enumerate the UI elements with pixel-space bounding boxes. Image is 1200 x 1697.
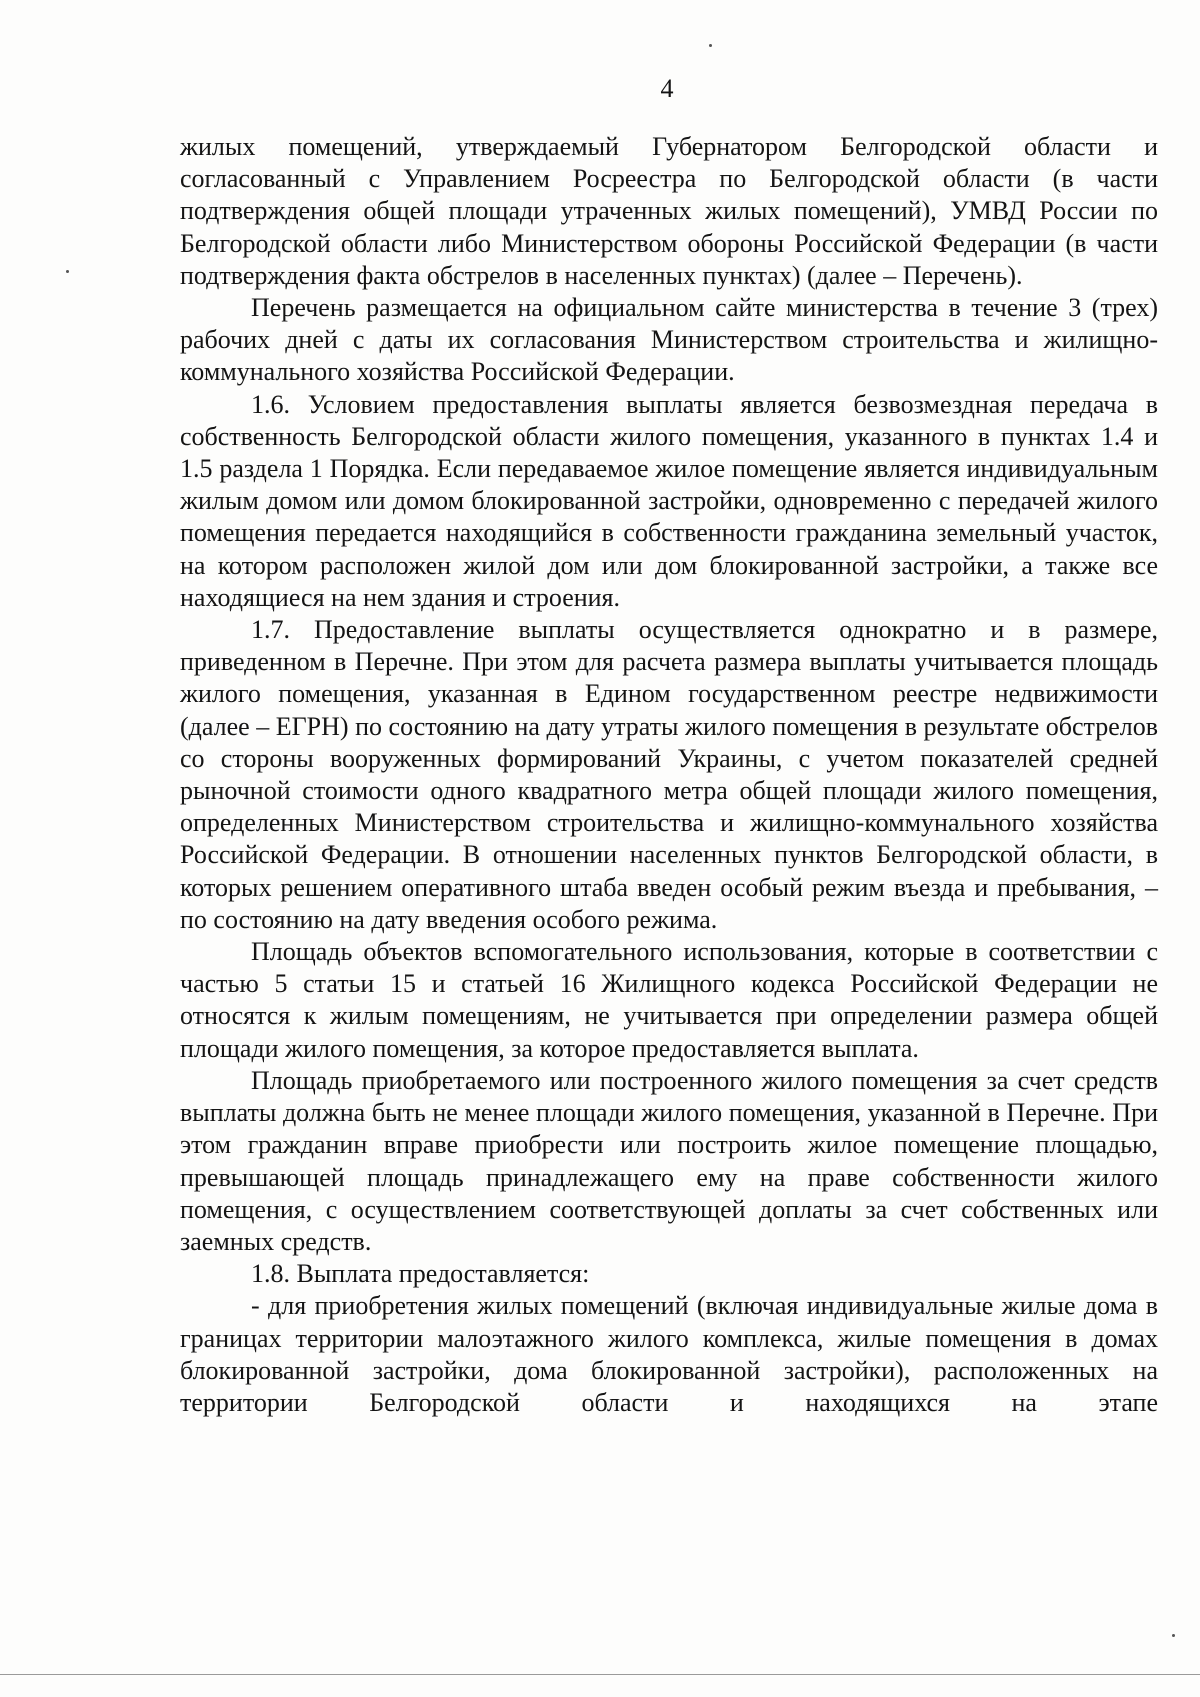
scan-speck	[1172, 1634, 1175, 1637]
page-number: 4	[660, 74, 674, 103]
paragraph-clause-1-8-item: - для приобретения жилых помещений (включая индивидуальные жилые дома в границах территории малоэтажного жилого комплекса, жилые помещения в домах блокированной застройки, дома блокированной застройки), расположенных на территории Белгородской области и находящихся на этапе	[180, 1291, 1158, 1417]
scan-speck	[709, 44, 712, 47]
paragraph-list-publication: Перечень размещается на официальном сайте министерства в течение 3 (трех) рабочих дней с даты их согласования Министерством строительства и жилищно-коммунального хозяйства Российской Федерации.	[180, 293, 1158, 387]
paragraph-list-continuation: жилых помещений, утверждаемый Губернатором Белгородской области и согласованный с Управлением Росреестра по Белгородской области (в части подтверждения общей площади утраченных жилых помещений), УМВД России по Белгородской области либо Министерством обороны Российской Федерации (в части подтверждения факта обстрелов в населенных пунктах) (далее – Перечень).	[180, 132, 1158, 290]
scan-edge-line	[0, 1674, 1200, 1675]
scan-speck	[66, 270, 69, 273]
paragraph-clause-1-7: 1.7. Предоставление выплаты осуществляется однократно и в размере, приведенном в Перечне. При этом для расчета размера выплаты учитывается площадь жилого помещения, указанная в Едином государственном реестре недвижимости (далее – ЕГРН) по состоянию на дату утраты жилого помещения в результате обстрелов со стороны вооруженных формирований Украины, с учетом показателей средней рыночной стоимости одного квадратного метра общей площади жилого помещения, определенных Министерством строительства и жилищно-коммунального хозяйства Российской Федерации. В отношении населенных пунктов Белгородской области, в которых решением оперативного штаба введен особый режим въезда и пребывания, – по состоянию на дату введения особого режима.	[180, 615, 1158, 934]
paragraph-auxiliary-area: Площадь объектов вспомогательного использования, которые в соответствии с частью 5 статьи 15 и статьей 16 Жилищного кодекса Российской Федерации не относятся к жилым помещениям, не учитывается при определении размера общей площади жилого помещения, за которое предоставляется выплата.	[180, 937, 1158, 1063]
document-body	[180, 131, 1158, 1419]
paragraph-clause-1-6: 1.6. Условием предоставления выплаты является безвозмездная передача в собственность Белгородской области жилого помещения, указанного в пунктах 1.4 и 1.5 раздела 1 Порядка. Если передаваемое жилое помещение является индивидуальным жилым домом или домом блокированной застройки, одновременно с передачей жилого помещения передается находящийся в собственности гражданина земельный участок, на котором расположен жилой дом или дом блокированной застройки, а также все находящиеся на нем здания и строения.	[180, 389, 1158, 612]
paragraph-purchased-area: Площадь приобретаемого или построенного жилого помещения за счет средств выплаты должна быть не менее площади жилого помещения, указанной в Перечне. При этом гражданин вправе приобрести или построить жилое помещение площадью, превышающей площадь принадлежащего ему на праве собственности жилого помещения, с осуществлением соответствующей доплаты за счет собственных или заемных средств.	[180, 1065, 1158, 1256]
paragraph-clause-1-8: 1.8. Выплата предоставляется:	[251, 1259, 590, 1289]
